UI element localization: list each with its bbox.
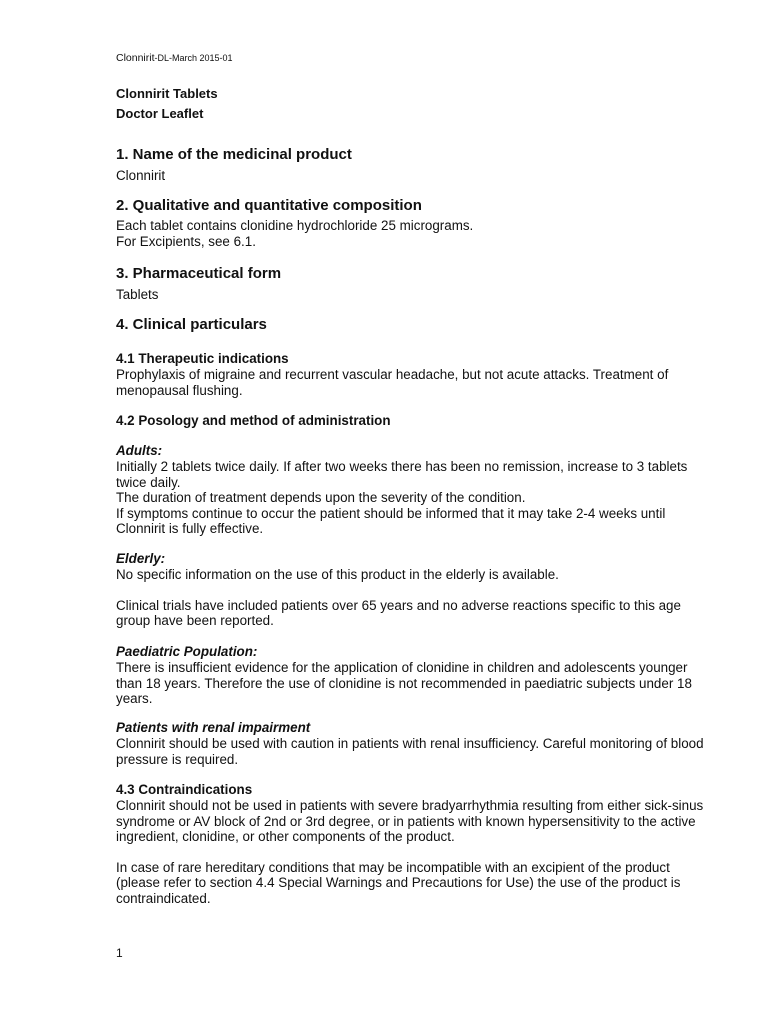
section-4	[116, 316, 716, 334]
renal-block	[116, 720, 716, 767]
elderly-block	[116, 551, 716, 629]
page-number: 1	[116, 946, 123, 960]
document-title	[116, 84, 218, 124]
adults-text-3: If symptoms continue to occur the patient should be informed that it may take 2-4 weeks until Clonnirit is fully effective.	[116, 505, 666, 536]
title-line-2: Doctor Leaflet	[116, 106, 204, 121]
renal-text: Clonnirit should be used with caution in patients with renal insufficiency. Careful monitoring of blood pressure is required.	[116, 736, 704, 767]
section-2-line-2: For Excipients, see 6.1.	[116, 233, 256, 249]
section-4-2-heading: 4.2 Posology and method of administration	[116, 413, 391, 428]
section-4-3-heading: 4.3 Contraindications	[116, 782, 253, 797]
elderly-text-2: Clinical trials have included patients over 65 years and no adverse reactions specific to this age group have been reported.	[116, 597, 681, 628]
section-1-text: Clonnirit	[116, 168, 166, 183]
section-3	[116, 265, 716, 303]
paediatric-text: There is insufficient evidence for the application of clonidine in children and adolescents younger than 18 years. Therefore the use of clonidine is not recommended in paediatric subjects under 18 years.	[116, 660, 692, 706]
section-4-3-text-1: Clonnirit should not be used in patients with severe bradyarrhythmia resulting from either sick-sinus syndrome or AV block of 2nd or 3rd degree, or in patients with known hypersensitivity to the active ingredient, clonidine, or other components of the product.	[116, 798, 704, 844]
document-code-header	[116, 52, 233, 64]
adults-text-2: The duration of treatment depends upon the severity of the condition.	[116, 490, 526, 505]
section-4-1-text: Prophylaxis of migraine and recurrent vascular headache, but not acute attacks. Treatment of menopausal flushing.	[116, 367, 669, 398]
section-4-3-text-2: In case of rare hereditary conditions that may be incompatible with an excipient of the product (please refer to section 4.4 Special Warnings and Precautions for Use) the use of the product is contraindicated.	[116, 859, 681, 906]
section-4-1-heading: 4.1 Therapeutic indications	[116, 351, 289, 366]
title-line-1: Clonnirit Tablets	[116, 86, 218, 101]
section-3-text: Tablets	[116, 287, 159, 302]
section-4-3	[116, 782, 716, 906]
renal-heading: Patients with renal impairment	[116, 720, 311, 735]
adults-block	[116, 443, 716, 537]
section-1	[116, 146, 716, 184]
section-4-1	[116, 351, 716, 398]
adults-text-1: Initially 2 tablets twice daily. If after two weeks there has been no remission, increase to 3 tablets twice daily.	[116, 459, 688, 490]
section-2-heading: 2. Qualitative and quantitative composition	[116, 197, 422, 214]
paediatric-heading: Paediatric Population:	[116, 644, 258, 659]
section-4-heading: 4. Clinical particulars	[116, 316, 267, 333]
adults-heading: Adults:	[116, 443, 163, 458]
section-1-heading: 1. Name of the medicinal product	[116, 146, 352, 163]
section-2	[116, 197, 716, 249]
paediatric-block	[116, 644, 716, 707]
document-code-main: Clonnirit	[116, 52, 155, 64]
document-code-suffix: -DL-March 2015-01	[154, 53, 233, 63]
elderly-heading: Elderly:	[116, 551, 166, 566]
section-3-heading: 3. Pharmaceutical form	[116, 265, 282, 282]
elderly-text-1: No specific information on the use of this product in the elderly is available.	[116, 567, 559, 582]
section-2-line-1: Each tablet contains clonidine hydrochloride 25 micrograms.	[116, 218, 474, 233]
section-4-2	[116, 413, 716, 429]
